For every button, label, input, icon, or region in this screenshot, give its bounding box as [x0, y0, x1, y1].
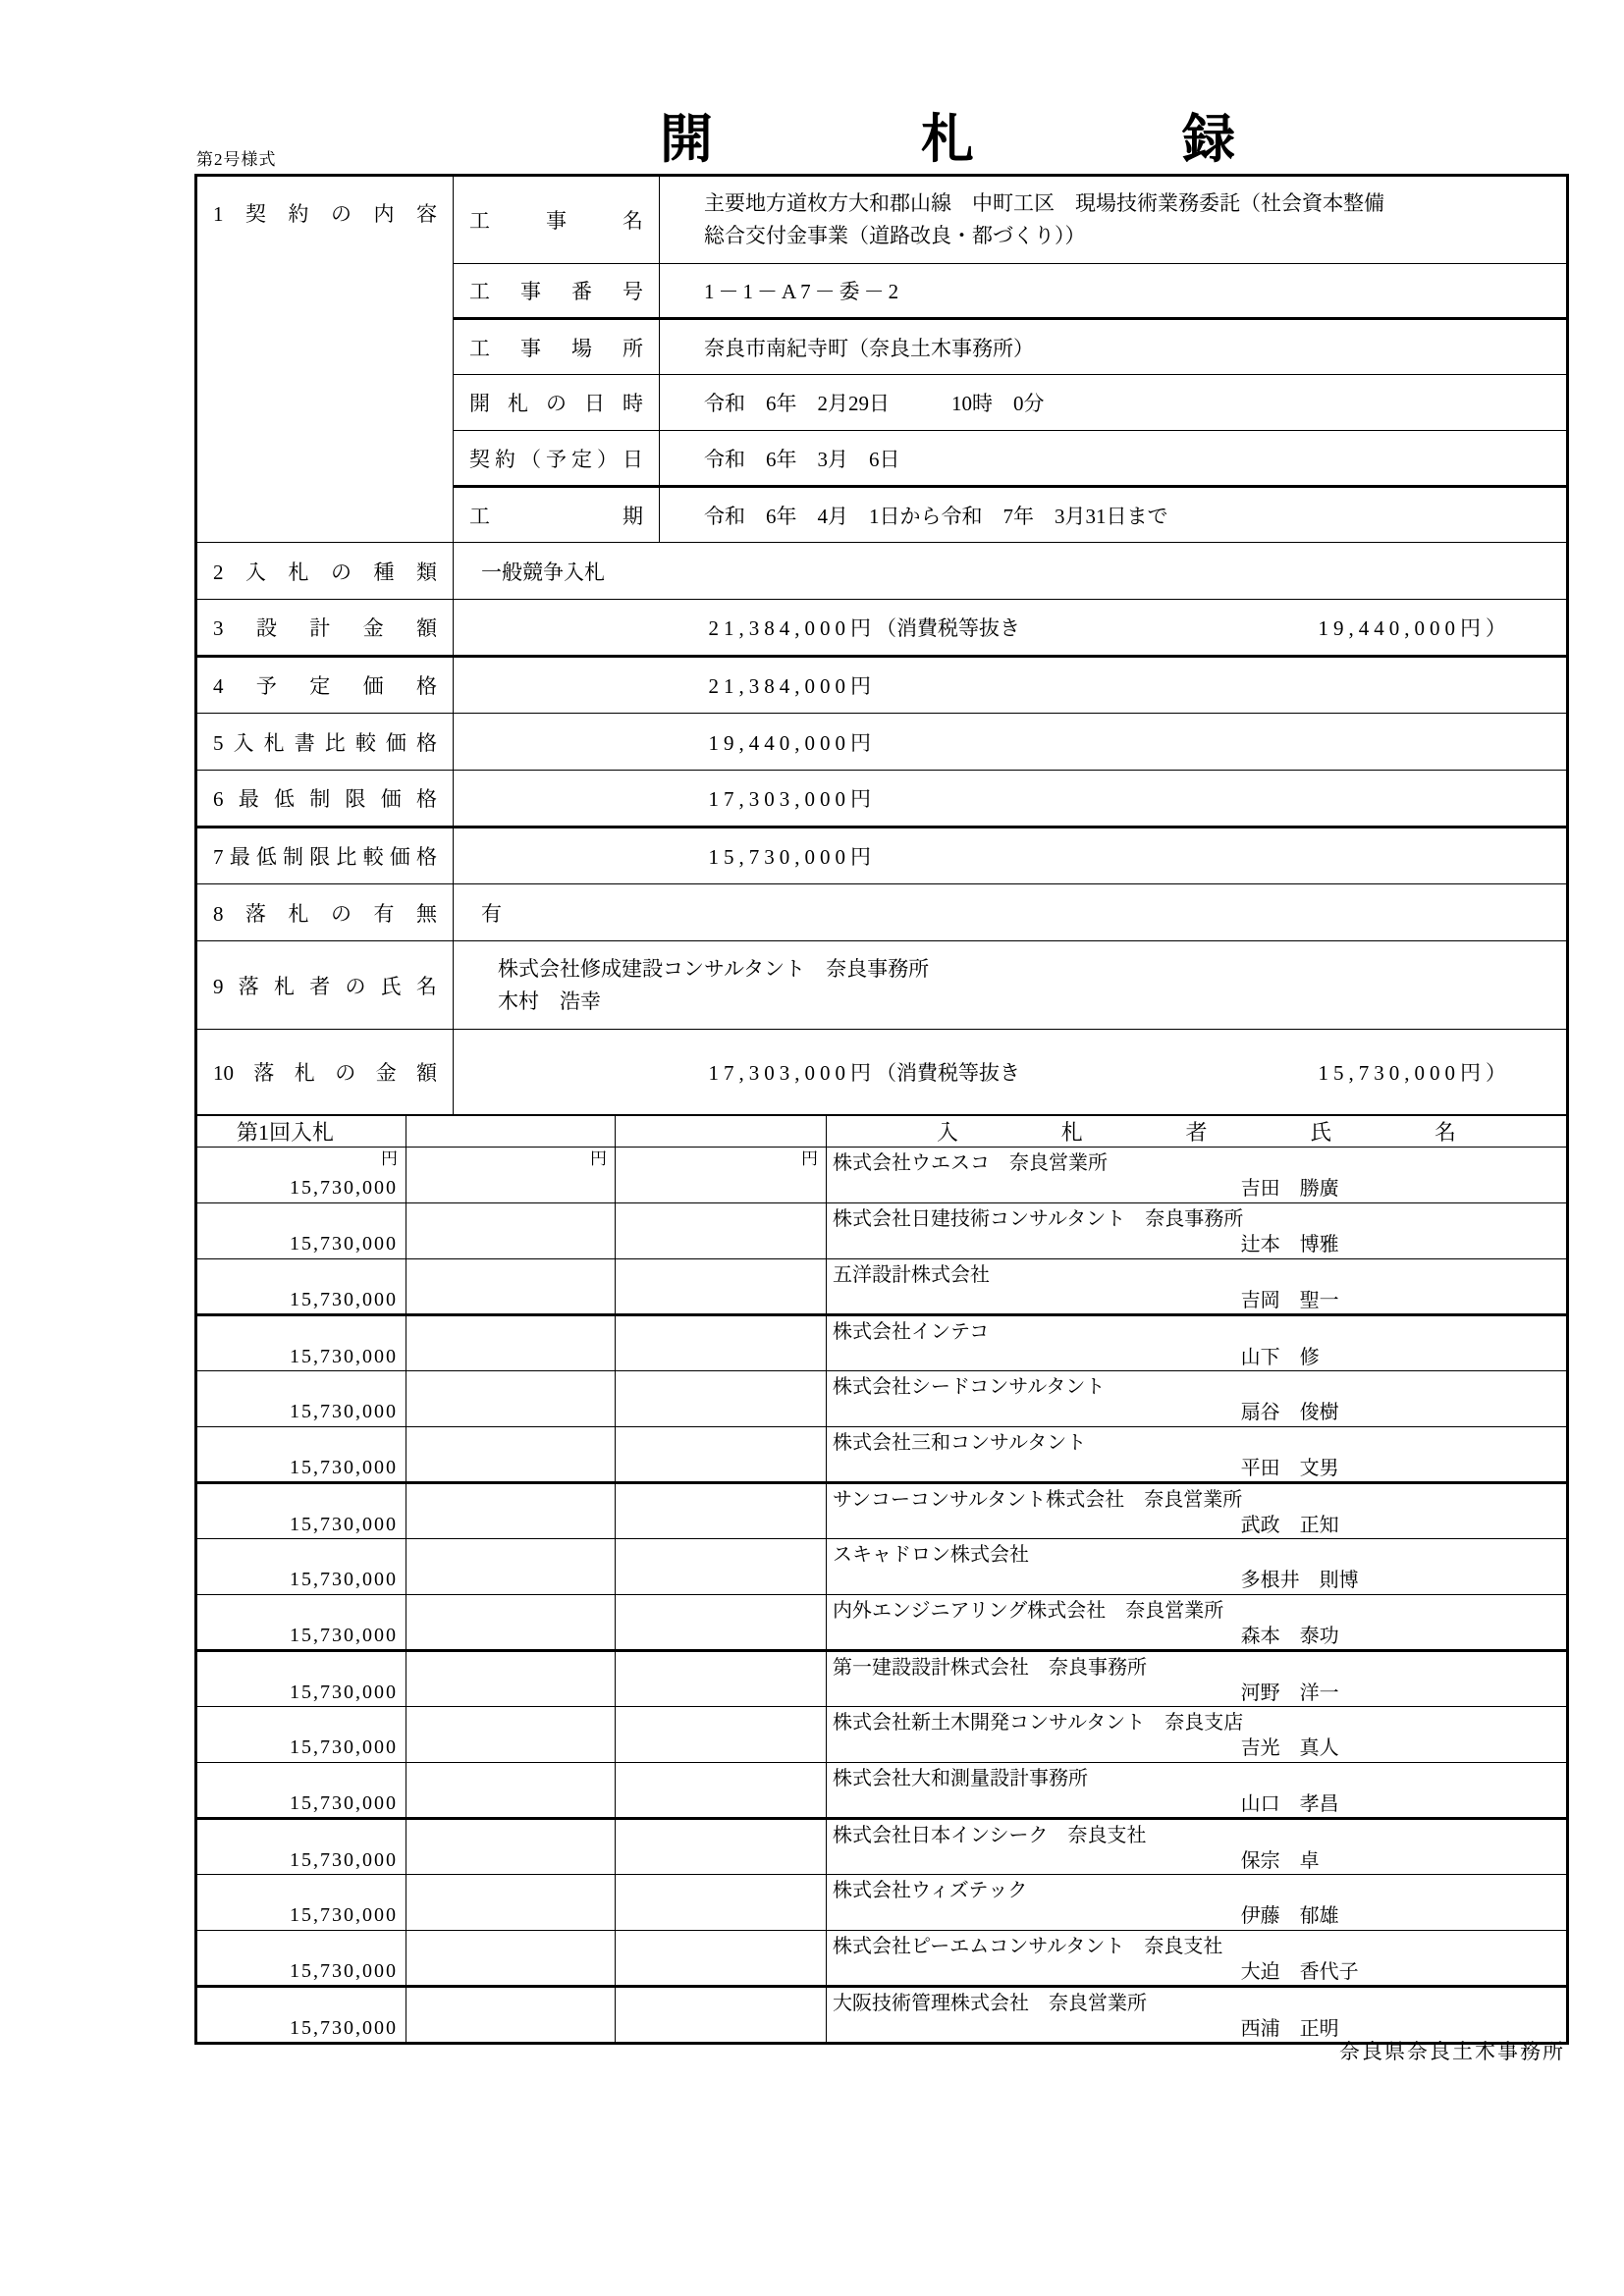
bidder-representative-text: 伊藤 郁雄: [1240, 1905, 1339, 1927]
contract-item-label: 工事番号: [454, 264, 660, 319]
bid-amount-cell-1: [196, 1651, 406, 1707]
yen-unit-label: [197, 1427, 406, 1451]
bidder-representative-text: 西浦 正明: [1240, 2018, 1339, 2040]
bid-row: [196, 1427, 1568, 1483]
bidder-name-cell: [827, 1707, 1568, 1763]
bid-amount-cell-1: [196, 1819, 406, 1875]
bid-row: [196, 1315, 1568, 1371]
bid-amount-cell-2: [406, 1371, 616, 1427]
form-number-label: 第2号様式: [196, 150, 277, 169]
yen-unit-label: [616, 1875, 826, 1898]
bidder-company-text: 株式会社ウエスコ 奈良営業所: [833, 1152, 1108, 1174]
yen-unit-label: [197, 1820, 406, 1843]
yen-unit-label: [616, 1316, 826, 1340]
summary-row-label: [196, 828, 454, 884]
summary-row-number: 10: [213, 1061, 234, 1086]
bid-amount-cell-3: [616, 1819, 827, 1875]
bid-amount-text: 15,730,000: [290, 1289, 398, 1310]
bidder-representative-text: 武政 正知: [1240, 1515, 1339, 1536]
yen-unit-label: [616, 1988, 826, 2011]
bidder-name-cell: [827, 1371, 1568, 1427]
bid-header-empty-2: [616, 1115, 827, 1148]
yen-unit-label: [197, 1707, 406, 1731]
yen-unit-label: [197, 1875, 406, 1898]
yen-unit-label: [616, 1371, 826, 1395]
bid-row: [196, 1259, 1568, 1315]
bidder-representative-text: 平田 文男: [1240, 1458, 1339, 1479]
bid-amount-cell-2: [406, 1987, 616, 2044]
yen-unit-label: 円: [381, 1149, 398, 1168]
summary-row-value: [454, 1030, 1568, 1116]
summary-row-value: [454, 657, 1568, 714]
bid-row: [196, 1483, 1568, 1539]
amount-text: 19,440,000円: [708, 730, 876, 755]
summary-row: [196, 714, 1568, 771]
summary-row-title: 最低制限比較価格: [223, 845, 437, 869]
bid-row: [196, 1819, 1568, 1875]
summary-row: [196, 657, 1568, 714]
bid-amount-cell-1: [196, 1259, 406, 1315]
yen-unit-label: [616, 1652, 826, 1676]
bidder-name-cell: [827, 1595, 1568, 1651]
contract-item-value: 令和 6年 2月29日 10時 0分: [660, 375, 1568, 431]
summary-row-title: 落札者の氏名: [223, 974, 437, 998]
bid-row: [196, 1203, 1568, 1259]
bid-amount-cell-2: [406, 1707, 616, 1763]
yen-unit-label: [197, 1484, 406, 1508]
yen-unit-label: 円: [801, 1149, 818, 1168]
bid-row: [196, 1763, 1568, 1819]
contract-item-label: 工事名: [454, 176, 660, 264]
contract-section-label: [196, 176, 454, 543]
bid-amount-cell-1: [196, 1483, 406, 1539]
bidder-name-cell: [827, 1483, 1568, 1539]
yen-unit-label: [406, 1259, 615, 1283]
yen-unit-label: [616, 1484, 826, 1508]
amount-text: 21,384,000円: [708, 674, 876, 698]
contract-item-value: 令和 6年 3月 6日: [660, 431, 1568, 487]
money-value: [454, 727, 1566, 757]
yen-unit-label: [406, 1484, 615, 1508]
contract-section-title: 契約の内容: [223, 202, 437, 226]
bid-row: [196, 1148, 1568, 1203]
bid-amount-cell-3: [616, 1931, 827, 1987]
summary-row: [196, 771, 1568, 828]
contract-item-value: 令和 6年 4月 1日から令和 7年 3月31日まで: [660, 487, 1568, 543]
bid-amount-text: 15,730,000: [290, 1625, 398, 1646]
bidder-company-text: 内外エンジニアリング株式会社 奈良営業所: [833, 1600, 1224, 1622]
yen-unit-label: [406, 1707, 615, 1731]
contract-item-label: 開札の日時: [454, 375, 660, 431]
contract-item-value: 1－1－A7－委－2: [660, 264, 1568, 319]
yen-unit-label: [197, 1763, 406, 1787]
summary-row-label: [196, 600, 454, 657]
bidder-company-text: 株式会社シードコンサルタント: [833, 1376, 1106, 1398]
bidder-company-text: 株式会社日建技術コンサルタント 奈良事務所: [833, 1208, 1244, 1230]
yen-unit-label: [197, 1539, 406, 1563]
bid-amount-text: 15,730,000: [290, 1904, 398, 1926]
bid-amount-cell-2: [406, 1595, 616, 1651]
yen-unit-label: [616, 1763, 826, 1787]
bidder-company-text: サンコーコンサルタント株式会社 奈良営業所: [833, 1489, 1243, 1511]
bid-amount-cell-3: [616, 1707, 827, 1763]
bid-amount-text: 15,730,000: [290, 1457, 398, 1478]
bid-amount-text: 15,730,000: [290, 1569, 398, 1590]
summary-row-number: 8: [213, 901, 224, 926]
bid-amount-cell-2: [406, 1763, 616, 1819]
contract-value-line: 主要地方道枚方大和郡山線 中町工区 現場技術業務委託（社会資本整備: [704, 191, 1384, 215]
summary-row-value: [454, 941, 1568, 1030]
summary-row-number: 3: [213, 616, 224, 640]
summary-row: [196, 1030, 1568, 1116]
summary-row-number: 9: [213, 974, 224, 998]
bid-amount-text: 15,730,000: [290, 1792, 398, 1814]
summary-row-title: 予定価格: [223, 674, 437, 698]
bidder-name-cell: [827, 1203, 1568, 1259]
amount-text: 17,303,000円: [708, 1061, 876, 1086]
bidder-company-text: 大阪技術管理株式会社 奈良営業所: [833, 1993, 1147, 2014]
bidder-name-cell: [827, 1148, 1568, 1203]
summary-row: [196, 543, 1568, 600]
bidder-name-cell: [827, 1987, 1568, 2044]
bid-amount-cell-1: [196, 1539, 406, 1595]
bid-row: [196, 1371, 1568, 1427]
contract-item-value: 奈良市南紀寺町（奈良土木事務所）: [660, 319, 1568, 375]
yen-unit-label: [616, 1931, 826, 1954]
bidder-representative-text: 河野 洋一: [1240, 1682, 1339, 1704]
bid-amount-cell-3: [616, 1427, 827, 1483]
yen-unit-label: [616, 1539, 826, 1563]
bid-amount-text: 15,730,000: [290, 1849, 398, 1871]
yen-unit-label: [406, 1652, 615, 1676]
bidder-representative-text: 山下 修: [1240, 1347, 1320, 1368]
bid-amount-cell-3: [616, 1987, 827, 2044]
bidder-name-cell: [827, 1427, 1568, 1483]
money-value: [454, 783, 1566, 813]
yen-unit-label: [406, 1763, 615, 1787]
summary-row-value: [454, 828, 1568, 884]
bid-row: [196, 1707, 1568, 1763]
bid-amount-cell-2: [406, 1539, 616, 1595]
amount-text: 21,384,000円: [708, 616, 876, 640]
bid-amount-cell-1: [196, 1707, 406, 1763]
yen-unit-label: [406, 1988, 615, 2011]
bid-amount-cell-1: [196, 1203, 406, 1259]
bidder-name-cell: [827, 1259, 1568, 1315]
summary-row: [196, 941, 1568, 1030]
bid-amount-text: 15,730,000: [290, 1960, 398, 1982]
yen-unit-label: [406, 1820, 615, 1843]
tax-note-text: （消費税等抜き: [876, 1061, 1020, 1086]
bid-amount-cell-3: [616, 1371, 827, 1427]
summary-row-title: 落札の有無: [223, 901, 437, 926]
bidder-name-cell: [827, 1651, 1568, 1707]
bid-amount-cell-3: [616, 1315, 827, 1371]
bid-amount-cell-3: [616, 1763, 827, 1819]
bid-amount-cell-1: [196, 1987, 406, 2044]
bid-amount-text: 15,730,000: [290, 1233, 398, 1255]
bid-amount-text: 15,730,000: [290, 1682, 398, 1703]
bid-amount-cell-2: [406, 1315, 616, 1371]
bidder-company-text: 株式会社大和測量設計事務所: [833, 1768, 1088, 1789]
amount-text: 17,303,000円: [708, 787, 876, 811]
bid-amount-cell-3: [616, 1651, 827, 1707]
bid-amount-cell-3: [616, 1148, 827, 1203]
bidder-company-text: 株式会社三和コンサルタント: [833, 1432, 1087, 1454]
yen-unit-label: [406, 1427, 615, 1451]
bidder-representative-text: 山口 孝昌: [1240, 1793, 1339, 1815]
tax-note-text: （消費税等抜き: [876, 616, 1020, 640]
money-value: [454, 670, 1566, 700]
contract-section-number: 1: [213, 202, 224, 226]
yen-unit-label: [197, 1595, 406, 1619]
summary-row-title: 入札の種類: [223, 560, 437, 584]
contract-summary-table: [194, 174, 1569, 1117]
yen-unit-label: [616, 1203, 826, 1227]
bid-amount-text: 15,730,000: [290, 1346, 398, 1367]
contract-item-label: 工期: [454, 487, 660, 543]
bidder-company-text: 株式会社日本インシーク 奈良支社: [833, 1825, 1147, 1846]
bidder-company-text: 五洋設計株式会社: [833, 1264, 990, 1286]
yen-unit-label: [406, 1595, 615, 1619]
summary-row-number: 2: [213, 560, 224, 584]
yen-unit-label: [197, 1988, 406, 2011]
bid-row: [196, 1539, 1568, 1595]
bidder-representative-text: 扇谷 俊樹: [1240, 1402, 1339, 1423]
summary-row-value: 一般競争入札: [454, 543, 1568, 600]
bid-amount-cell-3: [616, 1483, 827, 1539]
summary-row-number: 5: [213, 730, 224, 755]
money-value: [454, 1057, 1566, 1087]
bidder-name-cell: [827, 1875, 1568, 1931]
summary-row-label: [196, 1030, 454, 1116]
bidder-representative-text: 辻本 博雅: [1240, 1234, 1339, 1255]
yen-unit-label: [616, 1707, 826, 1731]
bid-amount-cell-2: [406, 1651, 616, 1707]
bid-amount-cell-1: [196, 1315, 406, 1371]
yen-unit-label: [616, 1427, 826, 1451]
bid-amount-cell-1: [196, 1427, 406, 1483]
bid-amount-cell-2: [406, 1483, 616, 1539]
summary-row-value: [454, 714, 1568, 771]
bid-amount-text: 15,730,000: [290, 1514, 398, 1535]
yen-unit-label: [616, 1820, 826, 1843]
amount-text: 15,730,000円: [708, 845, 876, 869]
summary-row-number: 6: [213, 787, 224, 811]
bid-amount-cell-3: [616, 1203, 827, 1259]
yen-unit-label: 円: [590, 1149, 607, 1168]
yen-unit-label: [197, 1203, 406, 1227]
bidder-name-cell: [827, 1539, 1568, 1595]
summary-row: [196, 600, 1568, 657]
yen-unit-label: [197, 1931, 406, 1954]
contract-item-value: [660, 176, 1568, 264]
contract-value-line: 総合交付金事業（道路改良・都づくり））: [704, 224, 1086, 247]
bidder-representative-text: 保宗 卓: [1240, 1850, 1320, 1872]
bid-amount-cell-2: [406, 1259, 616, 1315]
bid-amount-cell-3: [616, 1595, 827, 1651]
bidder-company-text: 株式会社ピーエムコンサルタント 奈良支社: [833, 1936, 1223, 1957]
yen-unit-label: [197, 1316, 406, 1340]
contract-row: [196, 176, 1568, 264]
money-value: [454, 841, 1566, 871]
winner-value-line: 木村 浩幸: [498, 988, 601, 1013]
bid-amount-cell-2: [406, 1875, 616, 1931]
summary-row-number: 7: [213, 845, 224, 869]
bid-amount-cell-1: [196, 1763, 406, 1819]
summary-row-label: [196, 884, 454, 941]
bidder-name-header: 入札者氏名: [827, 1115, 1568, 1148]
bidder-representative-text: 吉岡 聖一: [1240, 1290, 1339, 1311]
bid-row: [196, 1595, 1568, 1651]
bid-amount-cell-1: [196, 1875, 406, 1931]
bid-results-table: [194, 1114, 1569, 2045]
bid-amount-text: 15,730,000: [290, 2017, 398, 2039]
bidder-company-text: 株式会社インテコ: [833, 1321, 990, 1343]
bid-amount-cell-3: [616, 1875, 827, 1931]
bid-amount-cell-1: [196, 1931, 406, 1987]
bidder-representative-text: 吉田 勝廣: [1240, 1178, 1339, 1200]
bid-amount-cell-1: [196, 1148, 406, 1203]
summary-row-label: [196, 771, 454, 828]
yen-unit-label: [197, 1371, 406, 1395]
summary-row-value: [454, 600, 1568, 657]
bid-amount-cell-2: [406, 1931, 616, 1987]
bid-amount-cell-3: [616, 1259, 827, 1315]
contract-item-label: 契約（予定）日: [454, 431, 660, 487]
yen-unit-label: [197, 1652, 406, 1676]
bidder-name-cell: [827, 1763, 1568, 1819]
bid-row: [196, 1651, 1568, 1707]
tax-amount-text: 19,440,000円）: [1318, 616, 1511, 640]
bid-amount-cell-2: [406, 1427, 616, 1483]
summary-row-title: 設計金額: [223, 616, 437, 640]
issuing-office-label: 奈良県奈良土木事務所: [1339, 2040, 1565, 2063]
yen-unit-label: [406, 1931, 615, 1954]
summary-row-title: 落札の金額: [234, 1061, 437, 1086]
bidder-company-text: スキャドロン株式会社: [833, 1544, 1029, 1566]
bidder-name-cell: [827, 1819, 1568, 1875]
yen-unit-label: [616, 1259, 826, 1283]
summary-row-label: [196, 941, 454, 1030]
bidder-name-cell: [827, 1315, 1568, 1371]
yen-unit-label: [406, 1203, 615, 1227]
summary-row-title: 入札書比較価格: [223, 730, 437, 755]
page-title: 開札録: [660, 110, 1443, 169]
summary-row-value: [454, 771, 1568, 828]
summary-row-value: 有: [454, 884, 1568, 941]
bidder-company-text: 株式会社ウィズテック: [833, 1880, 1028, 1901]
bid-row: [196, 1875, 1568, 1931]
yen-unit-label: [406, 1875, 615, 1898]
bid-header-empty-1: [406, 1115, 616, 1148]
bid-amount-cell-3: [616, 1539, 827, 1595]
bidder-representative-text: 森本 泰功: [1240, 1626, 1339, 1647]
bid-round-label: 第1回入札: [196, 1115, 406, 1148]
summary-row-title: 最低制限価格: [223, 787, 437, 811]
bid-amount-text: 15,730,000: [290, 1177, 398, 1199]
bid-amount-cell-1: [196, 1371, 406, 1427]
bidder-company-text: 第一建設設計株式会社 奈良事務所: [833, 1657, 1147, 1679]
bidder-company-text: 株式会社新土木開発コンサルタント 奈良支店: [833, 1712, 1244, 1734]
bid-amount-text: 15,730,000: [290, 1401, 398, 1422]
tax-amount-text: 15,730,000円）: [1318, 1061, 1511, 1086]
bid-row: [196, 1987, 1568, 2044]
bid-amount-cell-2: [406, 1203, 616, 1259]
yen-unit-label: [406, 1316, 615, 1340]
bid-amount-cell-2: [406, 1819, 616, 1875]
bid-header-row: [196, 1115, 1568, 1148]
summary-row-label: [196, 543, 454, 600]
summary-row-label: [196, 657, 454, 714]
bid-amount-cell-2: [406, 1148, 616, 1203]
bid-amount-cell-1: [196, 1595, 406, 1651]
yen-unit-label: [406, 1539, 615, 1563]
summary-row-label: [196, 714, 454, 771]
money-value: [454, 613, 1566, 642]
yen-unit-label: [197, 1259, 406, 1283]
yen-unit-label: [406, 1371, 615, 1395]
summary-row: [196, 884, 1568, 941]
bidder-name-cell: [827, 1931, 1568, 1987]
bid-row: [196, 1931, 1568, 1987]
summary-row-number: 4: [213, 674, 224, 698]
bidder-representative-text: 大迫 香代子: [1240, 1961, 1359, 1983]
yen-unit-label: [616, 1595, 826, 1619]
bid-amount-text: 15,730,000: [290, 1736, 398, 1758]
contract-item-label: 工事場所: [454, 319, 660, 375]
summary-row: [196, 828, 1568, 884]
winner-value-line: 株式会社修成建設コンサルタント 奈良事務所: [498, 956, 930, 981]
bidder-representative-text: 吉光 真人: [1240, 1737, 1339, 1759]
bidder-representative-text: 多根井 則博: [1240, 1570, 1359, 1591]
